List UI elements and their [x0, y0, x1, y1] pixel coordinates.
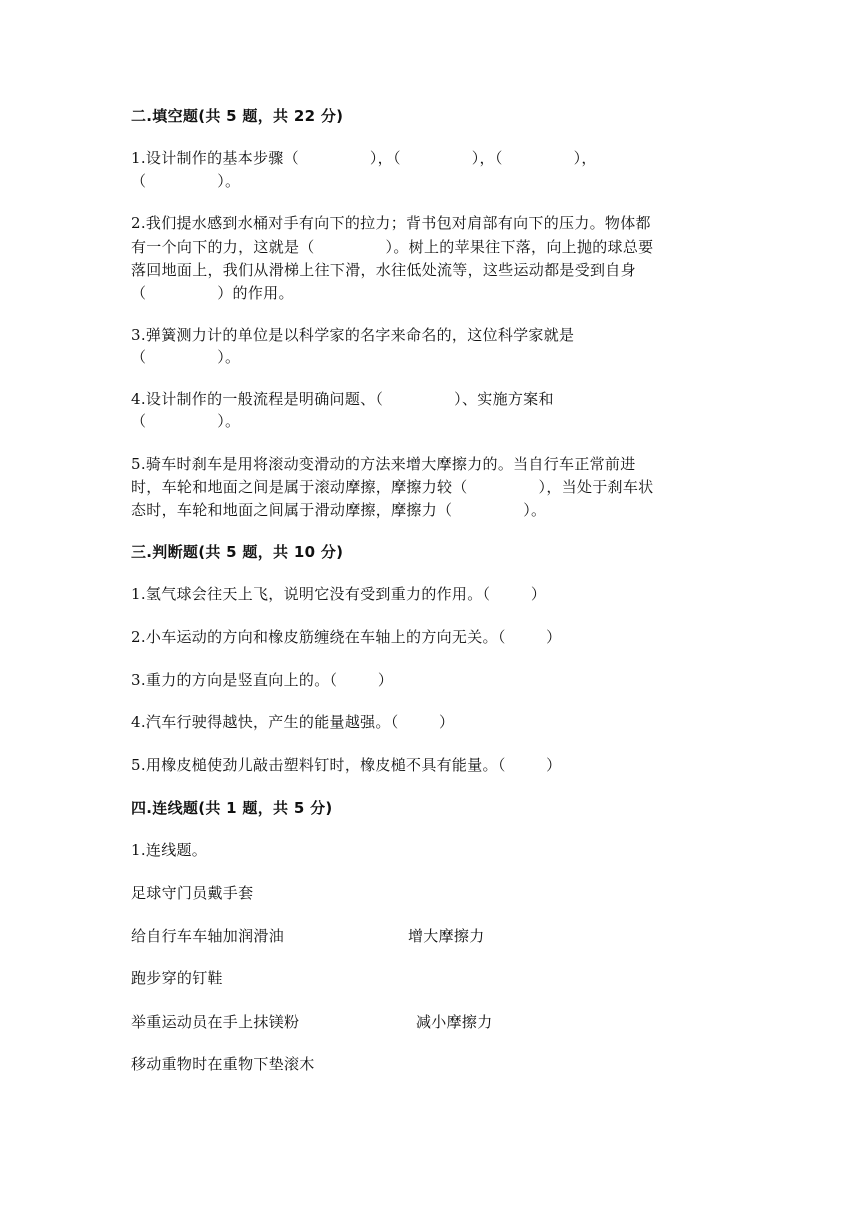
judgement-item: 1.氢气球会往天上飞，说明它没有受到重力的作用。（ ）	[131, 585, 547, 603]
question-text: 态时，车轮和地面之间属于滑动摩擦，摩擦力（ ）。	[131, 501, 547, 519]
matching-right-item: 减小摩擦力	[416, 1013, 493, 1031]
matching-right-item: 增大摩擦力	[408, 927, 485, 945]
matching-left-item: 举重运动员在手上抹镁粉	[131, 1013, 300, 1031]
question-text: 有一个向下的力，这就是（ ）。树上的苹果往下落，向上抛的球总要	[131, 238, 654, 256]
matching-left-item: 跑步穿的钉鞋	[131, 969, 223, 987]
judgement-item: 3.重力的方向是竖直向上的。（ ）	[131, 671, 394, 689]
question-text: （ ）的作用。	[131, 284, 294, 302]
question-text: 5.骑车时刹车是用将滚动变滑动的方法来增大摩擦力的。当自行车正常前进	[131, 455, 636, 473]
section-heading-fill-in: 二.填空题(共 5 题，共 22 分)	[131, 107, 344, 125]
question-text: 2.我们提水感到水桶对手有向下的拉力；背书包对肩部有向下的压力。物体都	[131, 214, 651, 232]
question-text: 4.设计制作的一般流程是明确问题、（ ）、实施方案和	[131, 390, 554, 408]
section-heading-true-false: 三.判断题(共 5 题，共 10 分)	[131, 543, 344, 561]
question-text: （ ）。	[131, 172, 241, 190]
matching-left-item: 移动重物时在重物下垫滚木	[131, 1055, 315, 1073]
question-text: （ ）。	[131, 348, 241, 366]
matching-left-item: 足球守门员戴手套	[131, 884, 254, 902]
question-text: 1.连线题。	[131, 841, 208, 859]
question-text: 1.设计制作的基本步骤（ ），（ ），（ ），	[131, 149, 597, 167]
judgement-item: 2.小车运动的方向和橡皮筋缠绕在车轴上的方向无关。（ ）	[131, 628, 562, 646]
judgement-item: 4.汽车行驶得越快，产生的能量越强。（ ）	[131, 713, 455, 731]
judgement-item: 5.用橡皮槌使劲儿敲击塑料钉时，橡皮槌不具有能量。（ ）	[131, 756, 562, 774]
section-heading-matching: 四.连线题(共 1 题，共 5 分)	[131, 799, 333, 817]
question-text: 落回地面上，我们从滑梯上往下滑，水往低处流等，这些运动都是受到自身	[131, 261, 636, 279]
question-text: 3.弹簧测力计的单位是以科学家的名字来命名的，这位科学家就是	[131, 326, 575, 344]
question-text: （ ）。	[131, 412, 241, 430]
matching-left-item: 给自行车车轴加润滑油	[131, 927, 285, 945]
question-text: 时，车轮和地面之间是属于滚动摩擦，摩擦力较（ ），当处于刹车状	[131, 478, 654, 496]
